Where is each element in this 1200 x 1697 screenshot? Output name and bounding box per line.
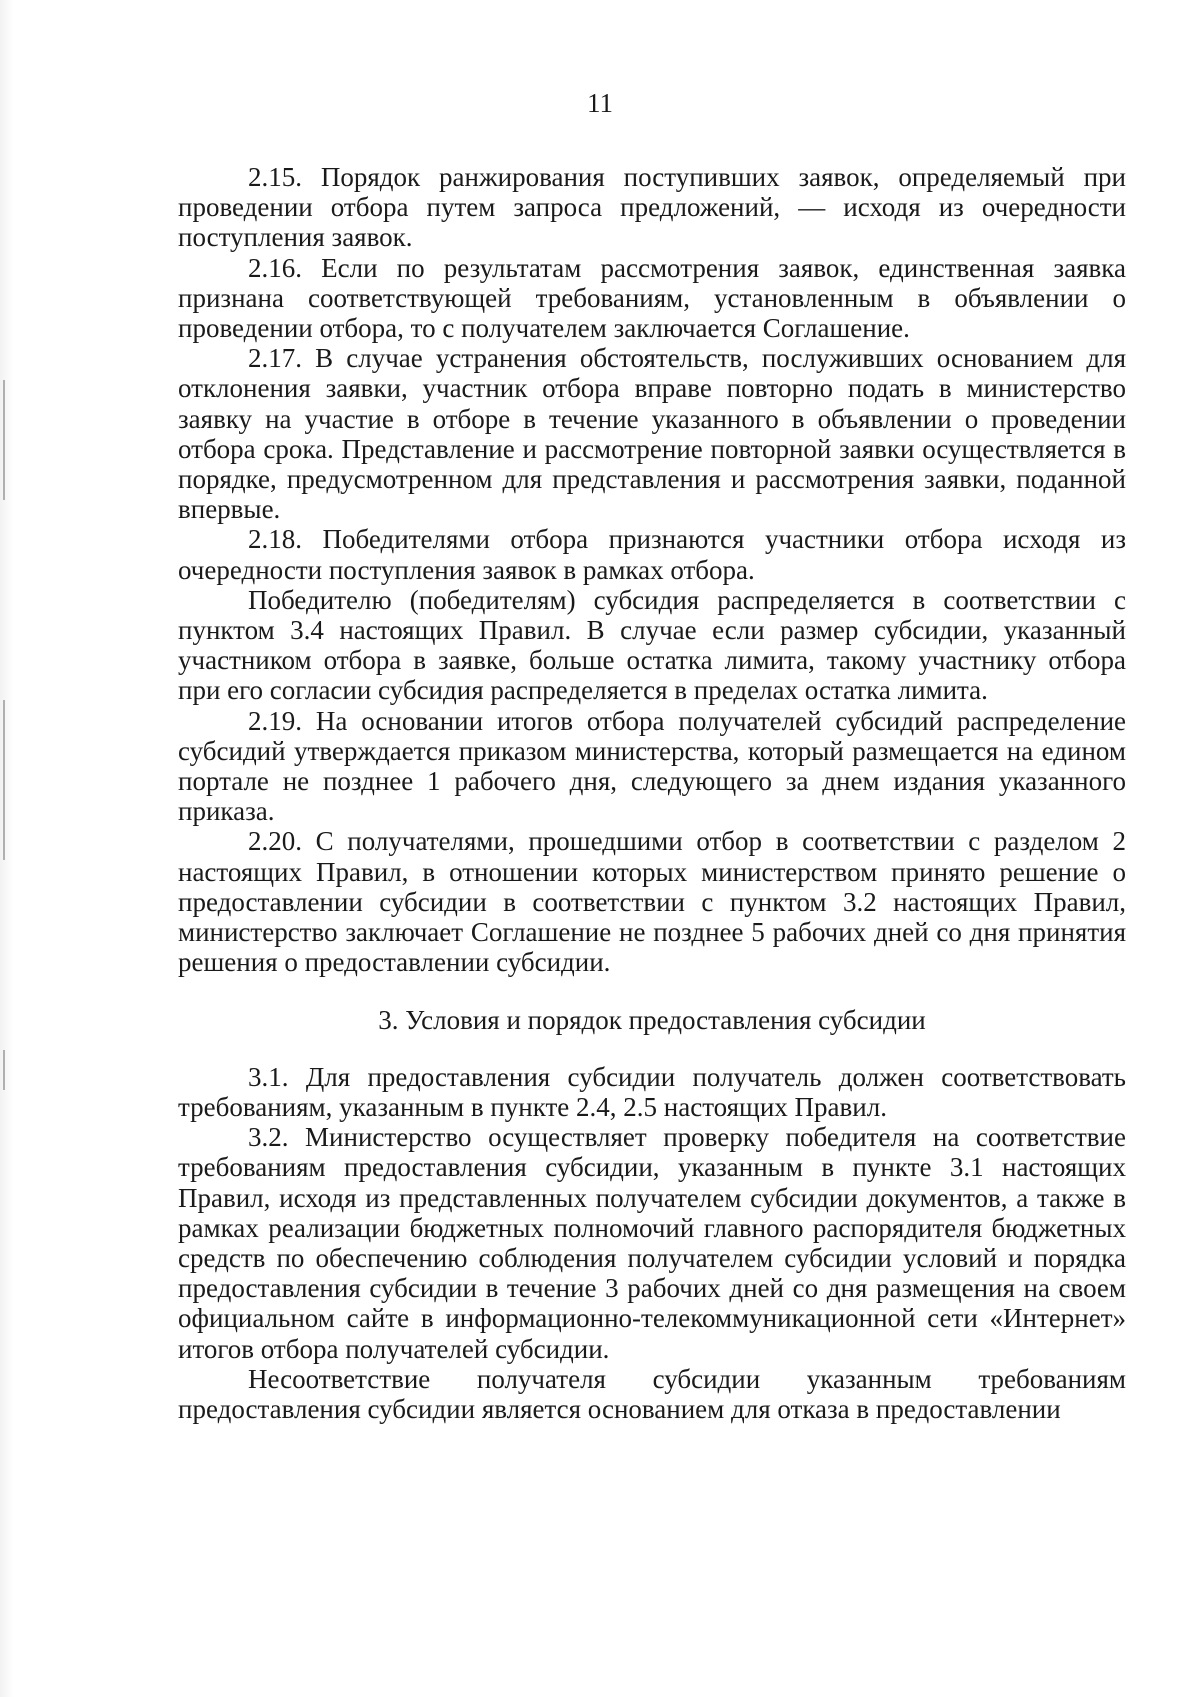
scan-edge-mark [3, 380, 5, 500]
paragraph-2-19: 2.19. На основании итогов отбора получателей субсидий распределение субсидий утверждается приказом министерства, который размещается на едином портале не позднее 1 рабочего дня, следующего за днем издания указанного приказа. [178, 705, 1126, 827]
paragraph-3-1: 3.1. Для предоставления субсидии получатель должен соответствовать требованиям, указанным в пункте 2.4, 2.5 настоящих Правил. [178, 1061, 1126, 1122]
document-body [178, 162, 1126, 1424]
paragraph-2-18-continued: Победителю (победителям) субсидия распределяется в соответствии с пунктом 3.4 настоящих Правил. В случае если размер субсидии, указанный участником отбора в заявке, больше остатка лимита, такому участнику отбора при его согласии субсидия распределяется в пределах остатка лимита. [178, 584, 1126, 706]
paragraph-3-2-continued: Несоответствие получателя субсидии указанным требованиям предоставления субсидии является основанием для отказа в предоставлении [178, 1363, 1126, 1424]
paragraph-2-15: 2.15. Порядок ранжирования поступивших заявок, определяемый при проведении отбора путем запроса предложений, — исходя из очередности поступления заявок. [178, 162, 1126, 253]
paragraph-2-17: 2.17. В случае устранения обстоятельств, послуживших основанием для отклонения заявки, участник отбора вправе повторно подать в министерство заявку на участие в отборе в течение указанного в объявлении о проведении отбора срока. Представление и рассмотрение повторной заявки осуществляется в порядке, предусмотренном для представления и рассмотрения заявки, поданной впервые. [178, 343, 1126, 525]
section-heading: 3. Условия и порядок предоставления субсидии [378, 1005, 926, 1036]
scan-edge [0, 0, 14, 1697]
page-number: 11 [587, 88, 613, 118]
paragraph-3-2: 3.2. Министерство осуществляет проверку победителя на соответствие требованиям предоставления субсидии, указанным в пункте 3.1 настоящих Правил, исходя из представленных получателем субсидии документов, а также в рамках реализации бюджетных полномочий главного распорядителя бюджетных средств по обеспечению соблюдения получателем субсидии условий и порядка предоставления субсидии в течение 3 рабочих дней со дня размещения на своем официальном сайте в информационно-телекоммуникационной сети «Интернет» итогов отбора получателей субсидии. [178, 1122, 1126, 1364]
paragraph-2-16: 2.16. Если по результатам рассмотрения заявок, единственная заявка признана соответствующей требованиям, установленным в объявлении о проведении отбора, то с получателем заключается Соглашение. [178, 252, 1126, 344]
scan-edge-mark [3, 700, 5, 860]
scan-edge-mark [3, 1050, 5, 1090]
paragraph-2-20: 2.20. С получателями, прошедшими отбор в соответствии с разделом 2 настоящих Правил, в отношении которых министерством принято решение о предоставлении субсидии в соответствии с пунктом 3.2 настоящих Правил, министерство заключает Соглашение не позднее 5 рабочих дней со дня принятия решения о предоставлении субсидии. [178, 826, 1126, 978]
paragraph-2-18: 2.18. Победителями отбора признаются участники отбора исходя из очередности поступления заявок в рамках отбора. [178, 524, 1126, 585]
